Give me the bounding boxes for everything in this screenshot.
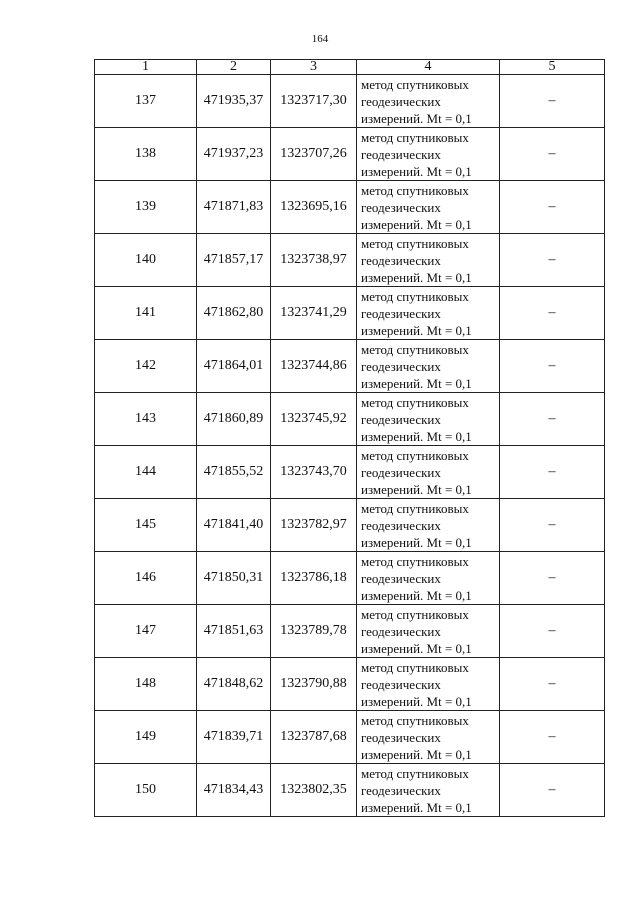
point-number-cell: 150 [95,764,197,817]
method-line: метод спутниковых [361,606,469,622]
method-line: геодезических [361,517,441,533]
y-coordinate-cell: 1323717,30 [271,75,357,128]
header-col-4: 4 [357,60,500,75]
table-row [95,446,605,499]
y-coordinate-cell: 1323741,29 [271,287,357,340]
header-col-1: 1 [95,60,197,75]
x-coordinate-cell: 471857,17 [197,234,271,287]
method-line: метод спутниковых [361,76,469,92]
point-number-cell: 146 [95,552,197,605]
method-cell [357,181,500,234]
point-number-cell: 138 [95,128,197,181]
method-line: измерений. Mt = 0,1 [361,746,472,762]
point-number-cell: 137 [95,75,197,128]
point-number-cell: 148 [95,658,197,711]
method-cell [357,234,500,287]
y-coordinate-cell: 1323802,35 [271,764,357,817]
x-coordinate-cell: 471834,43 [197,764,271,817]
y-coordinate-cell: 1323738,97 [271,234,357,287]
method-line: измерений. Mt = 0,1 [361,481,472,497]
table-row [95,75,605,128]
table-body [95,75,605,817]
method-line: измерений. Mt = 0,1 [361,534,472,550]
x-coordinate-cell: 471851,63 [197,605,271,658]
y-coordinate-cell: 1323745,92 [271,393,357,446]
point-number-cell: 142 [95,340,197,393]
method-line: измерений. Mt = 0,1 [361,216,472,232]
method-line: геодезических [361,676,441,692]
x-coordinate-cell: 471862,80 [197,287,271,340]
point-number-cell: 143 [95,393,197,446]
method-line: геодезических [361,729,441,745]
table-header [95,60,605,75]
method-line: геодезических [361,464,441,480]
point-number-cell: 139 [95,181,197,234]
note-cell: – [500,234,605,287]
table-row [95,287,605,340]
x-coordinate-cell: 471848,62 [197,658,271,711]
method-cell [357,340,500,393]
note-cell: – [500,552,605,605]
method-line: метод спутниковых [361,500,469,516]
table-row [95,605,605,658]
method-line: измерений. Mt = 0,1 [361,693,472,709]
table-row [95,340,605,393]
y-coordinate-cell: 1323782,97 [271,499,357,552]
note-cell: – [500,393,605,446]
y-coordinate-cell: 1323790,88 [271,658,357,711]
x-coordinate-cell: 471937,23 [197,128,271,181]
method-line: геодезических [361,305,441,321]
method-line: измерений. Mt = 0,1 [361,322,472,338]
method-cell [357,75,500,128]
method-line: измерений. Mt = 0,1 [361,163,472,179]
method-line: метод спутниковых [361,394,469,410]
note-cell: – [500,711,605,764]
x-coordinate-cell: 471839,71 [197,711,271,764]
x-coordinate-cell: 471841,40 [197,499,271,552]
method-line: метод спутниковых [361,235,469,251]
method-cell [357,552,500,605]
method-line: измерений. Mt = 0,1 [361,640,472,656]
note-cell: – [500,446,605,499]
table-row [95,128,605,181]
x-coordinate-cell: 471855,52 [197,446,271,499]
x-coordinate-cell: 471871,83 [197,181,271,234]
x-coordinate-cell: 471935,37 [197,75,271,128]
method-line: метод спутниковых [361,553,469,569]
note-cell: – [500,75,605,128]
header-col-5: 5 [500,60,605,75]
table-row [95,711,605,764]
method-line: метод спутниковых [361,182,469,198]
y-coordinate-cell: 1323789,78 [271,605,357,658]
method-line: метод спутниковых [361,765,469,781]
method-line: геодезических [361,623,441,639]
method-line: метод спутниковых [361,712,469,728]
method-line: метод спутниковых [361,129,469,145]
point-number-cell: 149 [95,711,197,764]
method-line: геодезических [361,411,441,427]
method-cell [357,711,500,764]
method-line: геодезических [361,199,441,215]
table-row [95,764,605,817]
point-number-cell: 145 [95,499,197,552]
y-coordinate-cell: 1323787,68 [271,711,357,764]
table-row [95,552,605,605]
method-line: измерений. Mt = 0,1 [361,110,472,126]
note-cell: – [500,658,605,711]
method-cell [357,605,500,658]
method-line: метод спутниковых [361,341,469,357]
y-coordinate-cell: 1323743,70 [271,446,357,499]
header-col-2: 2 [197,60,271,75]
method-cell [357,764,500,817]
table-row [95,393,605,446]
y-coordinate-cell: 1323695,16 [271,181,357,234]
method-line: геодезических [361,782,441,798]
y-coordinate-cell: 1323786,18 [271,552,357,605]
method-cell [357,393,500,446]
point-number-cell: 140 [95,234,197,287]
method-line: геодезических [361,146,441,162]
x-coordinate-cell: 471860,89 [197,393,271,446]
method-line: измерений. Mt = 0,1 [361,587,472,603]
method-cell [357,128,500,181]
note-cell: – [500,499,605,552]
method-cell [357,446,500,499]
table-row [95,499,605,552]
x-coordinate-cell: 471864,01 [197,340,271,393]
page-number: 164 [311,33,329,45]
method-line: метод спутниковых [361,447,469,463]
method-line: геодезических [361,93,441,109]
point-number-cell: 144 [95,446,197,499]
method-line: метод спутниковых [361,659,469,675]
method-cell [357,658,500,711]
method-line: измерений. Mt = 0,1 [361,269,472,285]
header-row [95,60,605,75]
point-number-cell: 141 [95,287,197,340]
coordinates-table [94,59,605,817]
y-coordinate-cell: 1323707,26 [271,128,357,181]
method-cell [357,287,500,340]
table-row [95,181,605,234]
method-line: измерений. Mt = 0,1 [361,428,472,444]
point-number-cell: 147 [95,605,197,658]
table-row [95,658,605,711]
note-cell: – [500,181,605,234]
x-coordinate-cell: 471850,31 [197,552,271,605]
method-line: геодезических [361,570,441,586]
method-line: измерений. Mt = 0,1 [361,375,472,391]
header-col-3: 3 [271,60,357,75]
note-cell: – [500,128,605,181]
y-coordinate-cell: 1323744,86 [271,340,357,393]
note-cell: – [500,764,605,817]
method-line: метод спутниковых [361,288,469,304]
note-cell: – [500,605,605,658]
method-line: геодезических [361,252,441,268]
method-line: измерений. Mt = 0,1 [361,799,472,815]
method-line: геодезических [361,358,441,374]
note-cell: – [500,340,605,393]
table-row [95,234,605,287]
method-cell [357,499,500,552]
note-cell: – [500,287,605,340]
